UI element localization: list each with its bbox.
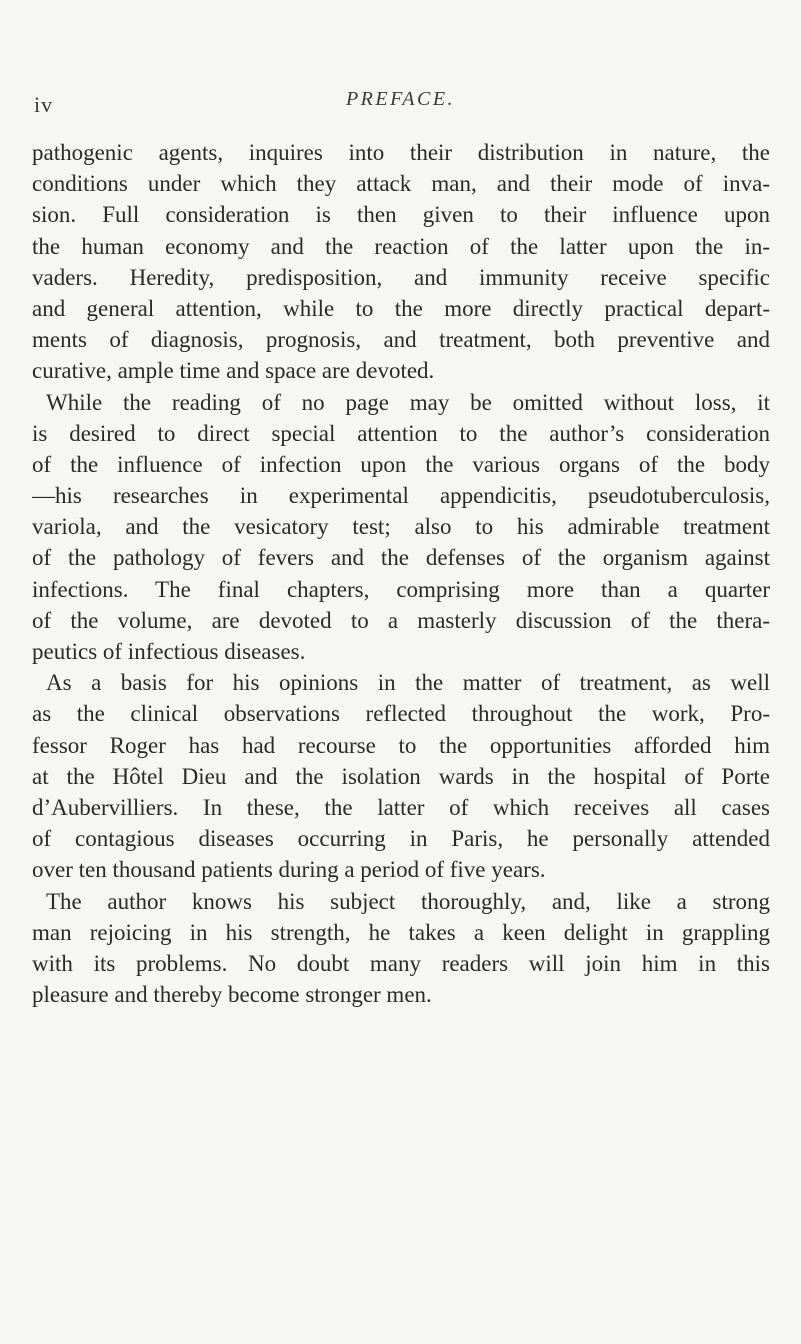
text-line: as the clinical observations reflected throughout the work, Pro- <box>32 701 770 727</box>
page-number: iv <box>34 92 54 117</box>
text-line: curative, ample time and space are devoted. <box>32 358 435 384</box>
text-line: peutics of infectious diseases. <box>32 639 306 664</box>
text-line: of the volume, are devoted to a masterly discussion of the thera- <box>32 607 770 633</box>
text-line: over ten thousand patients during a period of five years. <box>32 857 546 883</box>
text-line: with its problems. No doubt many readers will join him in this <box>32 950 770 976</box>
text-line: of the pathology of fevers and the defenses of the organism against <box>32 545 770 571</box>
text-line: —his researches in experimental appendicitis, pseudotuberculosis, <box>32 483 770 509</box>
text-line: The author knows his subject thoroughly, and, like a strong <box>46 888 770 914</box>
text-line: and general attention, while to the more directly practical depart- <box>32 295 770 321</box>
text-line: pathogenic agents, inquires into their distribution in nature, the <box>32 140 770 165</box>
running-title: PREFACE. <box>345 88 456 110</box>
text-line: of the influence of infection upon the various organs of the body <box>32 451 770 477</box>
body-text <box>32 137 770 1010</box>
text-line: While the reading of no page may be omitted without loss, it <box>46 389 770 415</box>
text-line: As a basis for his opinions in the matter of treatment, as well <box>46 670 770 696</box>
text-line: fessor Roger has had recourse to the opportunities afforded him <box>32 732 770 758</box>
text-line: is desired to direct special attention to the author’s consideration <box>32 420 770 446</box>
text-line: d’Aubervilliers. In these, the latter of which receives all cases <box>32 794 770 820</box>
text-line: the human economy and the reaction of the latter upon the in- <box>32 233 770 259</box>
text-line: vaders. Heredity, predisposition, and immunity receive specific <box>32 264 770 290</box>
text-line: man rejoicing in his strength, he takes a keen delight in grappling <box>32 919 770 945</box>
text-line: pleasure and thereby become stronger men. <box>32 982 432 1008</box>
text-line: conditions under which they attack man, and their mode of inva- <box>32 171 770 197</box>
text-line: of contagious diseases occurring in Paris, he personally attended <box>32 826 770 852</box>
text-line: infections. The final chapters, comprising more than a quarter <box>32 576 770 602</box>
text-line: variola, and the vesicatory test; also to his admirable treatment <box>32 514 770 540</box>
text-line: sion. Full consideration is then given to their influence upon <box>32 202 770 228</box>
text-line: ments of diagnosis, prognosis, and treatment, both preventive and <box>32 327 770 353</box>
text-line: at the Hôtel Dieu and the isolation wards in the hospital of Porte <box>32 763 770 789</box>
